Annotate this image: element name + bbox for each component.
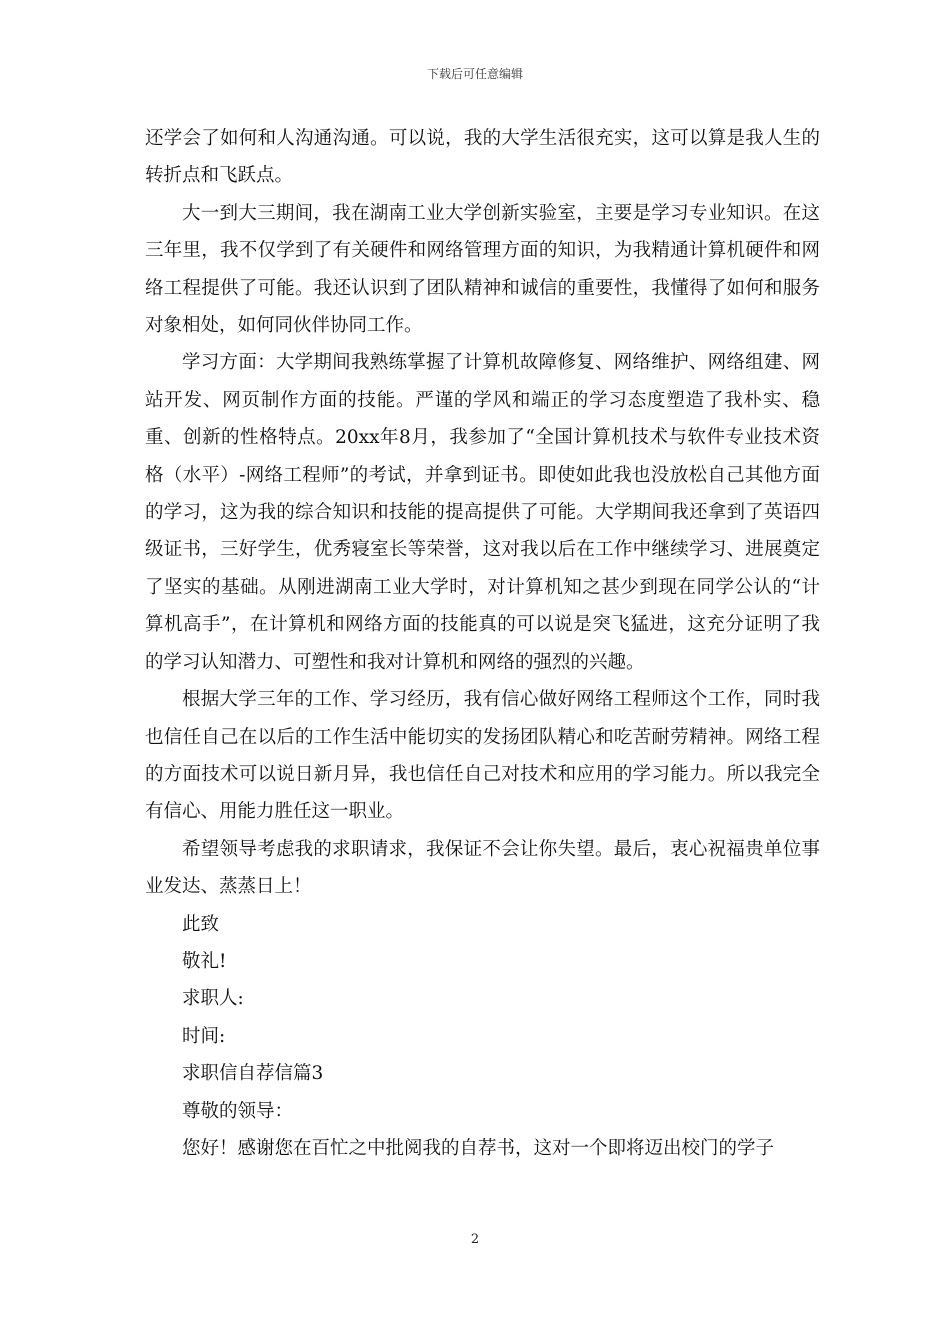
section-title: 求职信自荐信篇3 [182,1063,324,1085]
applicant-label: 求职人: [182,988,244,1010]
paragraph-4: 根据大学三年的工作、学习经历，我有信心做好网络工程师这个工作，同时我也信任自己在以后的工作生活中能切实的发扬团队精心和吃苦耐劳精神。网络工程的方面技术可以说日新月异，我也信任自己对技术和应用的学习能力。所以我完全有信心、用能力胜任这一职业。 [145,689,820,823]
paragraph-2: 大一到大三期间，我在湖南工业大学创新实验室，主要是学习专业知识。在这三年里，我不仅学到了有关硬件和网络管理方面的知识，为我精通计算机硬件和网络工程提供了可能。我还认识到了团队精神和诚信的重要性，我懂得了如何和服务对象相处，如何同伙伴协同工作。 [145,202,820,337]
paragraph-6: 您好！感谢您在百忙之中批阅我的自荐书，这对一个即将迈出校门的学子 [182,1137,775,1159]
closing-regards: 此致 [182,913,220,935]
closing-salute: 敬礼! [182,950,227,972]
paragraph-3: 学习方面：大学期间我熟练掌握了计算机故障修复、网络维护、网络组建、网站开发、网页制作方面的技能。严谨的学风和端正的学习态度塑造了我朴实、稳重、创新的性格特点。20xx年8月，我参加了“全国计算机技术与软件专业技术资格（水平）-网络工程师”的考试，并拿到证书。即使如此我也没放松自己其他方面的学习，这为我的综合知识和技能的提高提供了可能。大学期间我还拿到了英语四级证书，三好学生，优秀寝室长等荣誉，这对我以后在工作中继续学习、进展奠定了坚实的基础。从刚进湖南工业大学时，对计算机知之甚少到现在同学公认的“计算机高手”，在计算机和网络方面的技能真的可以说是突飞猛进，这充分证明了我的学习认知潜力、可塑性和我对计算机和网络的强烈的兴趣。 [145,352,820,673]
page-header: 下载后可任意编辑 [426,67,523,81]
date-label: 时间: [182,1025,226,1047]
paragraph-1: 还学会了如何和人沟通沟通。可以说，我的大学生活很充实，这可以算是我人生的转折点和飞跃点。 [145,128,820,187]
salutation: 尊敬的领导： [182,1100,294,1122]
paragraph-5: 希望领导考虑我的求职请求，我保证不会让你失望。最后，衷心祝福贵单位事业发达、蒸蒸日上！ [145,838,820,898]
page-number: 2 [470,1232,480,1247]
document-body [145,120,820,1167]
